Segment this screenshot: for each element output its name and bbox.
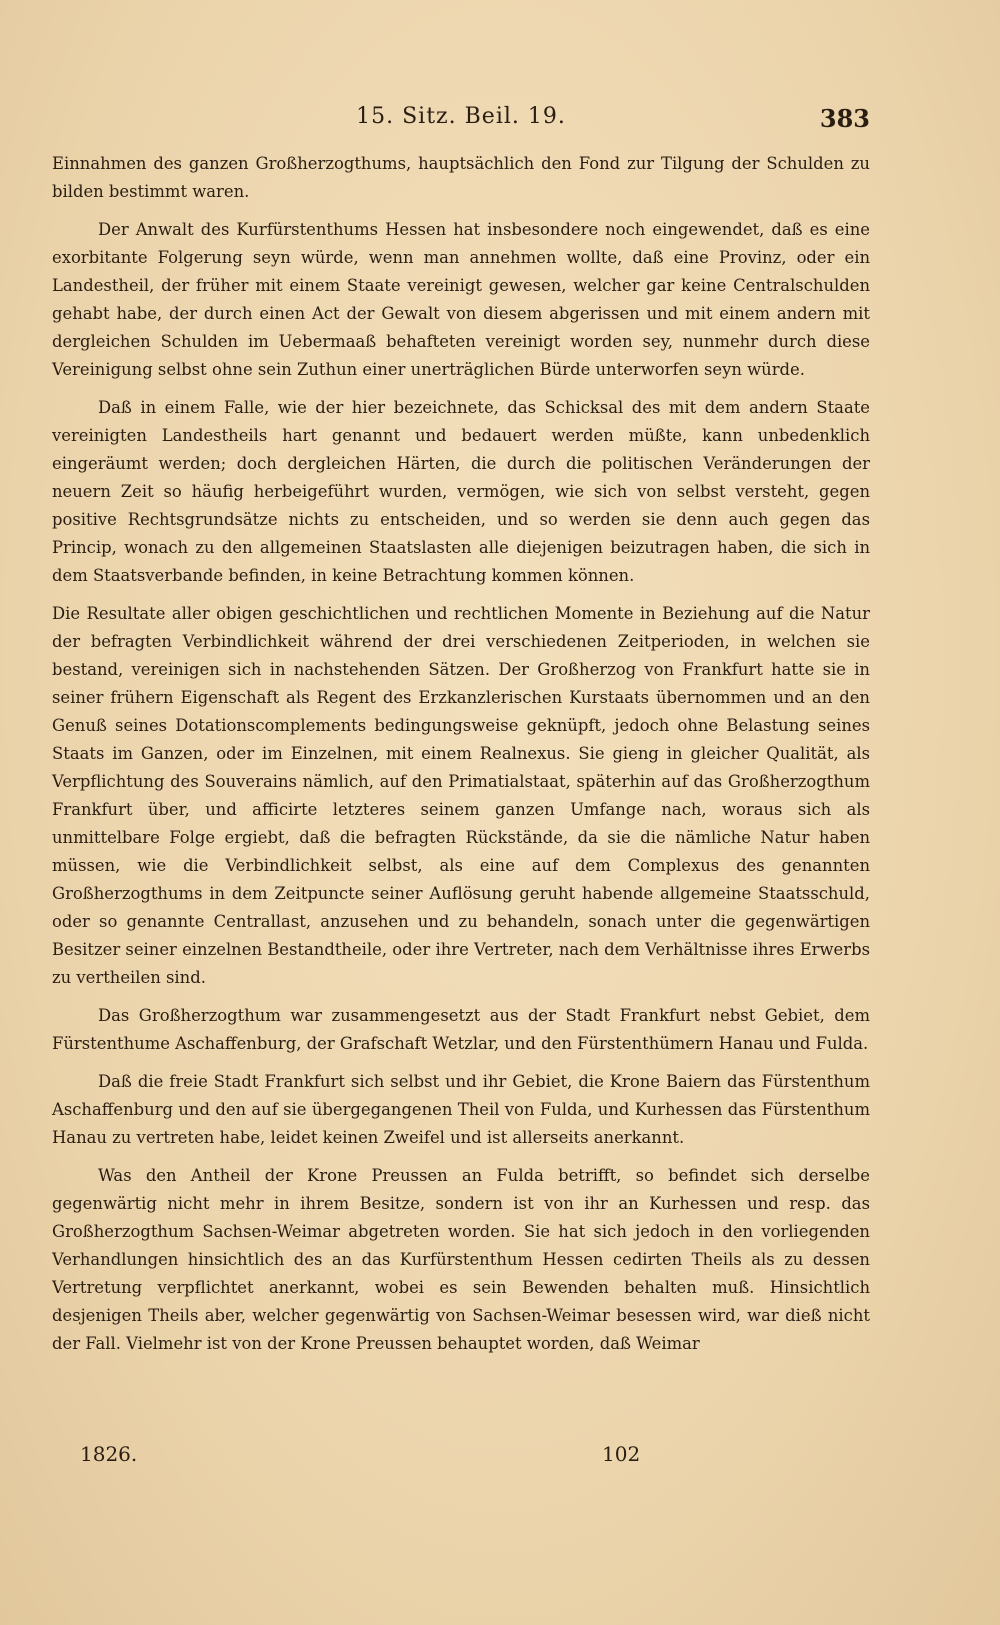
page-number: 383 (819, 104, 870, 133)
paragraph-anwalt: Der Anwalt des Kurfürstenthums Hessen hat insbesondere noch eingewendet, daß es eine exorbitante Folgerung seyn würde, wenn man annehmen wollte, daß eine Provinz, oder ein Landestheil, der früher mit einem Staate vereinigt gewesen, welcher gar keine Centralschulden gehabt habe, der durch einen Act der Gewalt von diesem abgerissen und mit einem andern mit dergleichen Schulden im Uebermaaß behafteten vereinigt worden sey, nunmehr durch diese Vereinigung selbst ohne sein Zuthun einer unerträglichen Bürde unterworfen seyn würde. (52, 220, 870, 379)
paragraph-resultate: Die Resultate aller obigen geschichtlichen und rechtlichen Momente in Beziehung auf die Natur der befragten Verbindlichkeit während der drei verschiedenen Zeitperioden, in welchen sie bestand, vereinigen sich in nachstehenden Sätzen. Der Großherzog von Frankfurt hatte sie in seiner frühern Eigenschaft als Regent des Erzkanzlerischen Kurstaats übernommen und an den Genuß seines Dotationscomplements bedingungsweise geknüpft, jedoch ohne Belastung seines Staats im Ganzen, oder im Einzelnen, mit einem Realnexus. Sie gieng in gleicher Qualität, als Verpflichtung des Souverains nämlich, auf den Primatialstaat, späterhin auf das Großherzogthum Frankfurt über, und afficirte letzteres seinem ganzen Umfange nach, woraus sich als unmittelbare Folge ergiebt, daß die befragten Rückstände, da sie die nämliche Natur haben müssen, wie die Verbindlichkeit selbst, als eine auf dem Complexus des genannten Großherzogthums in dem Zeitpuncte seiner Auflösung geruht habende allgemeine Staatsschuld, oder so genannte Centrallast, anzusehen und zu behandeln, sonach unter die gegenwärtigen Besitzer seiner einzelnen Bestandtheile, oder ihre Vertreter, nach dem Verhältnisse ihres Erwerbs zu vertheilen sind. (52, 604, 870, 987)
paragraph-continuation: Einnahmen des ganzen Großherzogthums, hauptsächlich den Fond zur Tilgung der Schulden zu bilden bestimmt waren. (52, 154, 870, 201)
page-header (52, 104, 870, 144)
paragraph-haerten: Daß in einem Falle, wie der hier bezeichnete, das Schicksal des mit dem andern Staate vereinigten Landestheils hart genannt und bedauert werden müßte, kann unbedenklich eingeräumt werden; doch dergleichen Härten, die durch die politischen Veränderungen der neuern Zeit so häufig herbeigeführt wurden, vermögen, wie sich von selbst versteht, gegen positive Rechtsgrundsätze nichts zu entscheiden, und so werden sie denn auch gegen das Princip, wonach zu den allgemeinen Staatslasten alle diejenigen beizutragen haben, die sich in dem Staatsverbande befinden, in keine Betrachtung kommen können. (52, 398, 870, 585)
page-footer (52, 1442, 870, 1474)
footer-year: 1826. (80, 1442, 138, 1466)
sheet-number: 102 (602, 1442, 641, 1466)
paragraph-frankfurt: Daß die freie Stadt Frankfurt sich selbst und ihr Gebiet, die Krone Baiern das Fürstenthum Aschaffenburg und den auf sie übergegangenen Theil von Fulda, und Kurhessen das Fürstenthum Hanau zu vertreten habe, leidet keinen Zweifel und ist allerseits anerkannt. (52, 1072, 870, 1147)
body-text (52, 150, 870, 1368)
paragraph-grossherzogthum: Das Großherzogthum war zusammengesetzt aus der Stadt Frankfurt nebst Gebiet, dem Fürstenthume Aschaffenburg, der Grafschaft Wetzlar, und den Fürstenthümern Hanau und Fulda. (52, 1006, 870, 1053)
running-head: 15. Sitz. Beil. 19. (356, 104, 566, 129)
paragraph-preussen: Was den Antheil der Krone Preussen an Fulda betrifft, so befindet sich derselbe gegenwärtig nicht mehr in ihrem Besitze, sondern ist von ihr an Kurhessen und resp. das Großherzogthum Sachsen-Weimar abgetreten worden. Sie hat sich jedoch in den vorliegenden Verhandlungen hinsichtlich des an das Kurfürstenthum Hessen cedirten Theils als zu dessen Vertretung verpflichtet anerkannt, wobei es sein Bewenden behalten muß. Hinsichtlich desjenigen Theils aber, welcher gegenwärtig von Sachsen-Weimar besessen wird, war dieß nicht der Fall. Vielmehr ist von der Krone Preussen behauptet worden, daß Weimar (52, 1166, 870, 1353)
